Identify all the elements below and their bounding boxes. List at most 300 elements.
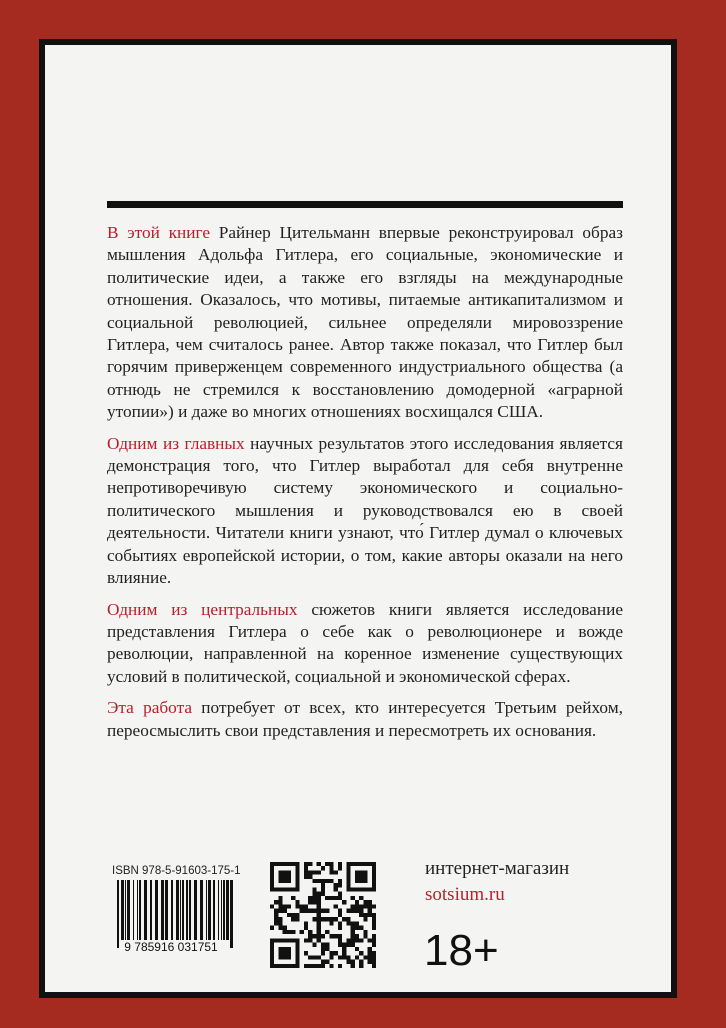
qr-module — [283, 930, 287, 934]
qr-module — [308, 938, 312, 942]
qr-module — [317, 921, 321, 925]
qr-module — [317, 938, 321, 942]
qr-module — [372, 879, 376, 883]
qr-module — [351, 960, 355, 964]
barcode-bar — [176, 880, 179, 940]
qr-module — [359, 879, 363, 883]
qr-module — [312, 870, 316, 874]
qr-module — [342, 900, 346, 904]
paragraph-text: сюжетов книги является исследование представления Гитлера о себе как о революционере и вожде революции, направленной на коренное изменение существующих условий в политической, социальной и экономической сферах. — [107, 599, 624, 686]
qr-module — [359, 964, 363, 968]
barcode-digits: 9 785916 031751 — [124, 940, 218, 952]
qr-module — [351, 938, 355, 942]
qr-module — [338, 909, 342, 913]
qr-module — [346, 879, 350, 883]
qr-module — [359, 960, 363, 964]
barcode-bar — [189, 880, 191, 940]
qr-module — [283, 938, 287, 942]
qr-module — [334, 917, 338, 921]
qr-module — [278, 879, 282, 883]
lead-phrase: Одним из центральных — [107, 599, 298, 619]
qr-module — [304, 926, 308, 930]
qr-module — [351, 943, 355, 947]
qr-module — [308, 930, 312, 934]
qr-module — [346, 887, 350, 891]
qr-module — [308, 955, 312, 959]
qr-module — [270, 883, 274, 887]
qr-module — [363, 955, 367, 959]
barcode-bar — [155, 880, 158, 940]
qr-module — [312, 943, 316, 947]
qr-module — [274, 900, 278, 904]
qr-module — [329, 951, 333, 955]
qr-module — [278, 947, 282, 951]
qr-module — [278, 951, 282, 955]
qr-module — [287, 875, 291, 879]
barcode-bar — [117, 880, 119, 948]
qr-module — [368, 913, 372, 917]
qr-module — [278, 921, 282, 925]
qr-module — [359, 938, 363, 942]
paragraph-1 — [107, 222, 623, 424]
qr-module — [270, 862, 274, 866]
qr-module — [372, 917, 376, 921]
qr-module — [355, 879, 359, 883]
qr-module — [291, 913, 295, 917]
qr-module — [368, 904, 372, 908]
qr-module — [295, 947, 299, 951]
qr-module — [287, 938, 291, 942]
qr-module — [325, 862, 329, 866]
age-rating: 18+ — [424, 926, 499, 975]
qr-module — [304, 870, 308, 874]
barcode-bar — [194, 880, 197, 940]
qr-module — [372, 875, 376, 879]
qr-module — [274, 909, 278, 913]
qr-module — [346, 960, 350, 964]
qr-module — [300, 930, 304, 934]
qr-module — [278, 917, 282, 921]
qr-module — [283, 870, 287, 874]
barcode-bar — [200, 880, 203, 940]
qr-module — [278, 870, 282, 874]
qr-module — [304, 866, 308, 870]
qr-module — [270, 960, 274, 964]
qr-module — [270, 955, 274, 959]
qr-module — [283, 862, 287, 866]
barcode-bar — [127, 880, 130, 940]
qr-module — [270, 964, 274, 968]
qr-module — [334, 934, 338, 938]
barcode-bar — [144, 880, 147, 940]
qr-module — [287, 904, 291, 908]
qr-module — [334, 904, 338, 908]
qr-module — [368, 887, 372, 891]
qr-module — [321, 892, 325, 896]
qr-module — [312, 887, 316, 891]
qr-module — [329, 866, 333, 870]
qr-module — [368, 955, 372, 959]
qr-module — [312, 879, 316, 883]
barcode — [108, 880, 234, 952]
qr-module — [338, 921, 342, 925]
qr-module — [359, 951, 363, 955]
qr-module — [351, 887, 355, 891]
qr-module — [325, 896, 329, 900]
qr-module — [321, 879, 325, 883]
qr-module — [372, 913, 376, 917]
qr-module — [334, 951, 338, 955]
qr-module — [295, 900, 299, 904]
qr-module — [342, 947, 346, 951]
qr-module — [308, 909, 312, 913]
qr-module — [363, 862, 367, 866]
qr-module — [278, 900, 282, 904]
qr-module — [329, 964, 333, 968]
qr-module — [278, 955, 282, 959]
barcode-bar — [137, 880, 138, 940]
qr-module — [372, 921, 376, 925]
qr-module — [334, 870, 338, 874]
qr-module — [355, 870, 359, 874]
qr-module — [363, 870, 367, 874]
qr-module — [291, 930, 295, 934]
qr-module — [291, 964, 295, 968]
qr-module — [278, 887, 282, 891]
barcode-bar — [186, 880, 188, 940]
qr-module — [372, 938, 376, 942]
qr-module — [334, 883, 338, 887]
qr-module — [317, 870, 321, 874]
qr-module — [329, 917, 333, 921]
qr-module — [321, 960, 325, 964]
barcode-bar — [221, 880, 222, 940]
qr-module — [295, 862, 299, 866]
qr-module — [308, 934, 312, 938]
qr-module — [295, 887, 299, 891]
barcode-bar — [125, 880, 126, 940]
qr-module — [325, 960, 329, 964]
qr-module — [372, 934, 376, 938]
qr-code — [270, 862, 376, 968]
qr-module — [270, 875, 274, 879]
qr-module — [351, 909, 355, 913]
lead-phrase: В этой книге — [107, 223, 211, 242]
qr-module — [278, 904, 282, 908]
barcode-bar — [180, 880, 181, 940]
qr-module — [329, 934, 333, 938]
qr-module — [355, 904, 359, 908]
paragraph-text: научных результатов этого исследования является демонстрация того, что Гитлер выработал для себя внутренне непротиворечивую систему экономического и социально-политического мышления и руководствовался ею в своей деятельности. Читатели книги узнают, что́ Гитлер думал о ключевых событиях европейской истории, о том, какие авторы оказали на него влияние. — [107, 433, 623, 588]
barcode-bar — [161, 880, 164, 940]
lead-phrase: Эта работа — [107, 698, 193, 718]
qr-module — [368, 909, 372, 913]
qr-module — [270, 951, 274, 955]
qr-module — [372, 883, 376, 887]
qr-module — [351, 934, 355, 938]
qr-module — [346, 883, 350, 887]
barcode-bar — [171, 880, 173, 940]
qr-module — [295, 951, 299, 955]
qr-module — [321, 909, 325, 913]
barcode-bar — [182, 880, 184, 940]
qr-module — [346, 921, 350, 925]
qr-module — [334, 887, 338, 891]
qr-module — [329, 896, 333, 900]
qr-module — [283, 875, 287, 879]
isbn: ISBN 978-5-91603-175-1 — [112, 865, 241, 877]
qr-module — [342, 955, 346, 959]
qr-module — [283, 964, 287, 968]
qr-module — [295, 870, 299, 874]
qr-module — [278, 964, 282, 968]
qr-module — [355, 921, 359, 925]
qr-module — [346, 943, 350, 947]
qr-module — [308, 900, 312, 904]
qr-module — [321, 917, 325, 921]
qr-module — [287, 951, 291, 955]
qr-module — [325, 917, 329, 921]
barcode-bar — [230, 880, 233, 948]
qr-module — [283, 879, 287, 883]
qr-module — [359, 887, 363, 891]
qr-module — [359, 862, 363, 866]
qr-module — [338, 866, 342, 870]
qr-module — [338, 964, 342, 968]
paragraph-3 — [107, 599, 623, 689]
qr-module — [363, 913, 367, 917]
qr-module — [278, 862, 282, 866]
qr-module — [325, 930, 329, 934]
qr-module — [287, 862, 291, 866]
qr-module — [295, 955, 299, 959]
qr-module — [287, 964, 291, 968]
qr-module — [283, 947, 287, 951]
qr-module — [359, 926, 363, 930]
qr-module — [359, 870, 363, 874]
qr-module — [304, 951, 308, 955]
qr-module — [372, 964, 376, 968]
barcode-bar — [133, 880, 134, 940]
qr-module — [291, 917, 295, 921]
lead-phrase: Одним из главных — [107, 433, 245, 453]
qr-module — [321, 934, 325, 938]
qr-module — [321, 883, 325, 887]
qr-module — [338, 938, 342, 942]
qr-module — [372, 866, 376, 870]
qr-module — [355, 875, 359, 879]
qr-module — [338, 943, 342, 947]
qr-module — [325, 947, 329, 951]
qr-module — [295, 879, 299, 883]
qr-module — [270, 870, 274, 874]
annotation-text — [107, 222, 623, 751]
qr-module — [295, 960, 299, 964]
qr-module — [304, 938, 308, 942]
qr-module — [270, 904, 274, 908]
qr-module — [317, 892, 321, 896]
qr-module — [363, 930, 367, 934]
qr-module — [342, 951, 346, 955]
shop-link[interactable]: sotsium.ru — [425, 884, 505, 905]
qr-module — [372, 904, 376, 908]
qr-module — [287, 930, 291, 934]
qr-module — [372, 926, 376, 930]
qr-module — [295, 883, 299, 887]
qr-module — [359, 875, 363, 879]
qr-module — [304, 904, 308, 908]
qr-module — [304, 875, 308, 879]
qr-module — [368, 900, 372, 904]
qr-module — [283, 955, 287, 959]
qr-module — [278, 909, 282, 913]
qr-module — [355, 862, 359, 866]
qr-module — [317, 955, 321, 959]
qr-module — [295, 866, 299, 870]
barcode-bar — [223, 880, 225, 940]
qr-module — [372, 870, 376, 874]
qr-module — [372, 955, 376, 959]
qr-module — [355, 955, 359, 959]
qr-module — [274, 862, 278, 866]
qr-module — [287, 879, 291, 883]
qr-module — [312, 934, 316, 938]
qr-module — [274, 913, 278, 917]
qr-module — [312, 964, 316, 968]
qr-module — [317, 900, 321, 904]
qr-module — [368, 862, 372, 866]
qr-module — [338, 934, 342, 938]
qr-module — [372, 862, 376, 866]
qr-module — [308, 875, 312, 879]
qr-module — [355, 926, 359, 930]
qr-module — [338, 862, 342, 866]
qr-module — [359, 913, 363, 917]
qr-module — [338, 883, 342, 887]
qr-module — [372, 887, 376, 891]
qr-module — [270, 947, 274, 951]
qr-module — [351, 862, 355, 866]
qr-module — [346, 875, 350, 879]
qr-module — [317, 879, 321, 883]
qr-module — [363, 904, 367, 908]
qr-module — [317, 934, 321, 938]
qr-module — [287, 887, 291, 891]
qr-module — [295, 913, 299, 917]
qr-module — [368, 951, 372, 955]
qr-module — [317, 926, 321, 930]
qr-module — [359, 904, 363, 908]
qr-module — [372, 951, 376, 955]
qr-module — [317, 913, 321, 917]
qr-module — [274, 887, 278, 891]
qr-module — [321, 887, 325, 891]
qr-module — [312, 900, 316, 904]
qr-module — [359, 909, 363, 913]
qr-module — [368, 947, 372, 951]
qr-module — [278, 875, 282, 879]
qr-module — [312, 917, 316, 921]
qr-module — [346, 870, 350, 874]
qr-module — [270, 887, 274, 891]
paragraph-text: Райнер Цительманн впервые реконструировал образ мышления Адольфа Гитлера, его социальные, экономические и политические идеи, а также его взгляды на международные отношения. Оказалось, что мотивы, питаемые антикапитализмом и социальной революцией, сильнее определяли мировоззрение Гитлера, чем считалось ранее. Автор также показал, что Гитлер был горячим приверженцем современного индустриального общества (а отнюдь не стремился к восстановлению домодерной «аграрной утопии») и даже во многих отношениях восхищался США. — [107, 223, 623, 422]
qr-module — [351, 930, 355, 934]
qr-module — [342, 943, 346, 947]
qr-module — [351, 964, 355, 968]
qr-module — [321, 951, 325, 955]
qr-module — [312, 892, 316, 896]
qr-module — [355, 938, 359, 942]
top-rule — [107, 201, 623, 208]
qr-module — [325, 879, 329, 883]
qr-module — [283, 909, 287, 913]
barcode-bar — [218, 880, 219, 940]
qr-module — [287, 955, 291, 959]
qr-module — [329, 879, 333, 883]
qr-module — [338, 926, 342, 930]
qr-module — [291, 896, 295, 900]
qr-module — [308, 870, 312, 874]
qr-module — [304, 862, 308, 866]
qr-module — [338, 879, 342, 883]
barcode-bar — [139, 880, 141, 940]
qr-module — [274, 964, 278, 968]
shop-label: интернет-магазин — [425, 858, 570, 879]
barcode-bar — [213, 880, 215, 940]
qr-module — [270, 938, 274, 942]
qr-module — [372, 960, 376, 964]
qr-module — [291, 887, 295, 891]
qr-module — [346, 866, 350, 870]
qr-module — [287, 870, 291, 874]
qr-module — [308, 964, 312, 968]
barcode-bar — [165, 880, 168, 940]
qr-module — [321, 964, 325, 968]
qr-module — [329, 955, 333, 959]
qr-module — [308, 862, 312, 866]
qr-module — [363, 879, 367, 883]
qr-module — [363, 900, 367, 904]
qr-module — [321, 947, 325, 951]
qr-module — [317, 930, 321, 934]
qr-module — [317, 896, 321, 900]
barcode-bar — [121, 880, 124, 940]
paragraph-text: потребует от всех, кто интересуется Третьим рейхом, переосмыслить свои представления и пересмотреть их основания. — [107, 698, 623, 740]
qr-module — [321, 866, 325, 870]
qr-module — [295, 917, 299, 921]
qr-module — [283, 887, 287, 891]
qr-module — [363, 887, 367, 891]
qr-module — [291, 862, 295, 866]
qr-module — [287, 913, 291, 917]
qr-module — [283, 926, 287, 930]
qr-module — [355, 909, 359, 913]
qr-module — [295, 938, 299, 942]
qr-module — [295, 943, 299, 947]
barcode-bar — [206, 880, 207, 940]
barcode-bar — [226, 880, 229, 940]
qr-module — [351, 896, 355, 900]
qr-module — [317, 904, 321, 908]
qr-module — [368, 938, 372, 942]
qr-module — [355, 947, 359, 951]
qr-module — [274, 921, 278, 925]
qr-module — [325, 909, 329, 913]
qr-module — [338, 892, 342, 896]
qr-module — [355, 900, 359, 904]
qr-module — [283, 951, 287, 955]
qr-module — [270, 943, 274, 947]
